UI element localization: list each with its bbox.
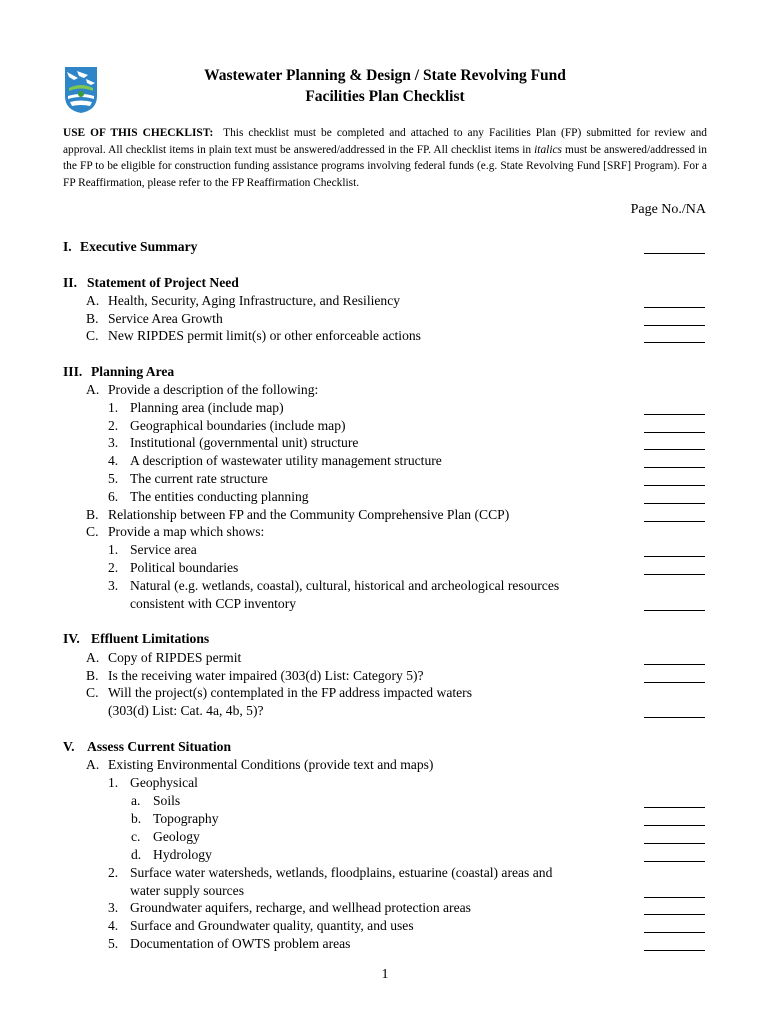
page-number-blank-field[interactable] [644,682,705,683]
checklist-item [0,470,770,488]
checklist-item-number: b. [131,811,142,826]
checklist-item-text: Copy of RIPDES permit [108,650,242,665]
document-subtitle: Facilities Plan Checklist [305,88,465,105]
page-number-column-header: Page No./NA [630,202,706,217]
checklist-item-text: Provide a map which shows: [108,524,265,539]
checklist-item-number: C. [86,524,99,539]
instructions-text-part2: must be answered/addressed in the FP to be eligible for construction funding assistance programs involving federal funds (e.g. State Revolving Fund [SRF] Program). For a FP Reaffirmation, please refer to the FP Reaffirmation Checklist. [63,143,707,190]
checklist-item-number: c. [131,829,141,844]
checklist-item-number: 2. [108,865,119,880]
page-number-blank-field[interactable] [644,449,705,450]
checklist-item-text: Planning area (include map) [130,400,284,415]
page-number-blank-field[interactable] [644,610,705,611]
checklist-item-text: Groundwater aquifers, recharge, and wellhead protection areas [130,900,471,915]
checklist-item-text: water supply sources [130,883,245,898]
checklist-item-text: Provide a description of the following: [108,382,319,397]
checklist-section-heading [0,738,770,756]
checklist-item-text: The entities conducting planning [130,489,309,504]
checklist-section-heading [0,238,770,256]
document-title: Wastewater Planning & Design / State Revolving Fund [204,67,566,84]
page-number-blank-field[interactable] [644,467,705,468]
checklist-item [0,399,770,417]
checklist-item [0,327,770,345]
checklist-item-number: 1. [108,400,119,415]
checklist-item-text: Natural (e.g. wetlands, coastal), cultural, historical and archeological resources [130,578,560,593]
page-number-blank-field[interactable] [644,717,705,718]
page-number-blank-field[interactable] [644,556,705,557]
checklist-item-number: C. [86,685,99,700]
checklist-item-text: The current rate structure [130,471,268,486]
instructions-paragraph [63,125,707,192]
checklist-item-text: Topography [153,811,219,826]
checklist-item [0,417,770,435]
checklist-item-number: A. [86,293,100,308]
checklist-item-number: 3. [108,578,119,593]
checklist-item-number: C. [86,328,99,343]
checklist-item [0,756,770,774]
checklist-item [0,595,770,613]
checklist-section-heading [0,274,770,292]
checklist-item [0,559,770,577]
page-number-blank-field[interactable] [644,325,705,326]
checklist-item-text: Service area [130,542,197,557]
page-number-blank-field[interactable] [644,825,705,826]
checklist-item-number: 4. [108,918,119,933]
instructions-lead: USE OF THIS CHECKLIST: [63,127,214,139]
checklist-item-text: Surface water watersheds, wetlands, floodplains, estuarine (coastal) areas and [130,865,553,880]
checklist-item [0,774,770,792]
checklist-item-text: Institutional (governmental unit) structure [130,435,359,450]
checklist-item [0,310,770,328]
checklist-item-text: A description of wastewater utility management structure [130,453,442,468]
checklist-item-text: (303(d) List: Cat. 4a, 4b, 5)? [108,703,264,718]
page-number-blank-field[interactable] [644,914,705,915]
page-number-blank-field[interactable] [644,664,705,665]
checklist-item [0,864,770,882]
checklist-item-number: II. [63,275,77,290]
checklist-item-text: Is the receiving water impaired (303(d) List: Category 5)? [108,668,424,683]
checklist-item-text: Hydrology [153,847,212,862]
checklist-section-heading [0,630,770,648]
page-number-blank-field[interactable] [644,307,705,308]
checklist-item-number: 2. [108,418,119,433]
checklist-item [0,506,770,524]
checklist-item-number: 1. [108,542,119,557]
checklist-item-text: Geophysical [130,775,198,790]
checklist-item [0,541,770,559]
checklist-item-number: 3. [108,435,119,450]
checklist-item-number: B. [86,507,99,522]
checklist-item [0,702,770,720]
checklist-item-number: A. [86,757,100,772]
checklist-item [0,577,770,595]
checklist-item [0,792,770,810]
checklist-item-text: Surface and Groundwater quality, quantity, and uses [130,918,414,933]
checklist-item-number: B. [86,668,99,683]
checklist-item-number: d. [131,847,142,862]
checklist-item [0,828,770,846]
checklist-item [0,935,770,953]
checklist-item-number: 5. [108,471,119,486]
checklist-item-text: Geographical boundaries (include map) [130,418,346,433]
checklist-item-number: 2. [108,560,119,575]
page-number-blank-field[interactable] [644,807,705,808]
instructions-italics-word: italics [534,143,562,156]
checklist-item-text: Planning Area [91,364,175,379]
checklist-item [0,667,770,685]
checklist-item [0,882,770,900]
checklist-item [0,381,770,399]
checklist-item-text: Soils [153,793,181,808]
checklist-item [0,452,770,470]
checklist-item-text: Effluent Limitations [91,631,210,646]
page-number-blank-field[interactable] [644,503,705,504]
page-number-blank-field[interactable] [644,897,705,898]
checklist-item-text: Will the project(s) contemplated in the FP address impacted waters [108,685,472,700]
checklist-item-number: 1. [108,775,119,790]
checklist-item [0,846,770,864]
page-number-blank-field[interactable] [644,414,705,415]
page-number-blank-field[interactable] [644,253,705,254]
checklist-item-number: I. [63,239,72,254]
checklist-item-number: IV. [63,631,80,646]
checklist-item [0,649,770,667]
checklist-item-text: Relationship between FP and the Community Comprehensive Plan (CCP) [108,507,510,522]
checklist-item-number: 3. [108,900,119,915]
page-number-blank-field[interactable] [644,932,705,933]
checklist-item-text: Assess Current Situation [87,739,232,754]
checklist-item-number: 4. [108,453,119,468]
page-number: 1 [381,967,389,982]
checklist-item-number: A. [86,650,100,665]
checklist-item-text: Political boundaries [130,560,239,575]
checklist-item [0,810,770,828]
checklist-item-text: Service Area Growth [108,311,223,326]
checklist-item-text: New RIPDES permit limit(s) or other enforceable actions [108,328,421,343]
checklist-item-number: a. [131,793,141,808]
checklist-item [0,523,770,541]
checklist-item-number: III. [63,364,83,379]
page-number-blank-field[interactable] [644,861,705,862]
checklist-item-text: Documentation of OWTS problem areas [130,936,351,951]
checklist-item-text: Health, Security, Aging Infrastructure, and Resiliency [108,293,401,308]
checklist-item [0,684,770,702]
checklist-item [0,899,770,917]
checklist-item [0,917,770,935]
checklist-item-text: Geology [153,829,200,844]
checklist-item-text: consistent with CCP inventory [130,596,297,611]
instructions-text-part1: This checklist must be completed and attached to any Facilities Plan (FP) submitted for review and approval. All checklist items in plain text must be answered/addressed in the FP. All checklist items in [63,127,708,156]
checklist-item-number: B. [86,311,99,326]
page-number-blank-field[interactable] [644,521,705,522]
page-number-blank-field[interactable] [644,342,705,343]
page-number-blank-field[interactable] [644,843,705,844]
checklist-item-number: A. [86,382,100,397]
checklist-item-text: Existing Environmental Conditions (provide text and maps) [108,757,434,772]
page-number-blank-field[interactable] [644,950,705,951]
checklist-section-heading [0,363,770,381]
checklist-item-number: 6. [108,489,119,504]
checklist-item-text: Executive Summary [80,239,198,254]
page-number-blank-field[interactable] [644,485,705,486]
checklist-item [0,488,770,506]
page-number-blank-field[interactable] [644,432,705,433]
checklist-item [0,292,770,310]
checklist-item-text: Statement of Project Need [87,275,239,290]
checklist-item-number: V. [63,739,75,754]
checklist-item [0,434,770,452]
checklist-item-number: 5. [108,936,119,951]
page-number-blank-field[interactable] [644,574,705,575]
